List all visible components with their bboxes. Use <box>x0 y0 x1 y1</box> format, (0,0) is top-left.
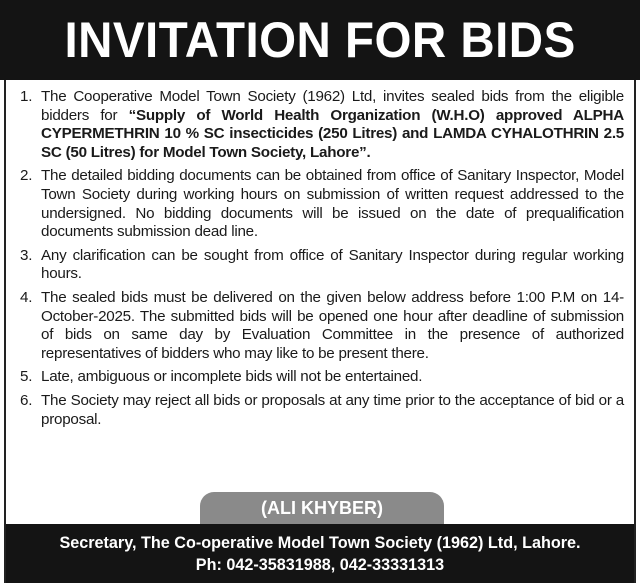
item-number: 5. <box>20 368 33 386</box>
footer-banner <box>6 524 634 583</box>
title-banner <box>0 0 640 80</box>
item-number: 2. <box>20 167 33 185</box>
item-number: 3. <box>20 246 33 264</box>
signer-name: (ALI KHYBER) <box>200 492 444 524</box>
notice-item-3 <box>20 247 624 284</box>
item-text: The sealed bids must be delivered on the given below address before 1:00 P.M on 14-October-2025. The submitted bids will be opened one hour after deadline of submission of bids on same day by Evaluation Committee in the presence of authorized representatives of bidders who may like to be present there. <box>41 288 624 362</box>
footer-designation: Secretary, The Co-operative Model Town Society (1962) Ltd, Lahore. <box>59 533 581 552</box>
notice-item-1 <box>20 88 624 162</box>
item-text-bold: “Supply of World Health Organization (W.H.O) approved ALPHA CYPERMETHRIN 10 % SC insecticides (250 Litres) and LAMDA CYHALOTHRIN 2.5 SC (50 Litres) for Model Town Society, Lahore”. <box>41 106 624 161</box>
notice-items <box>20 88 624 434</box>
item-text-plain: The Cooperative Model Town Society (1962) Ltd, invites sealed bids from the eligible bidders for <box>41 88 624 124</box>
item-number: 6. <box>20 391 33 409</box>
page-title: INVITATION FOR BIDS <box>64 12 576 68</box>
item-text: The Society may reject all bids or proposals at any time prior to the acceptance of bid or a proposal. <box>41 391 624 428</box>
item-text: Late, ambiguous or incomplete bids will not be entertained. <box>41 368 423 386</box>
notice-item-5 <box>20 368 624 387</box>
item-number: 4. <box>20 288 33 306</box>
item-text: The detailed bidding documents can be obtained from office of Sanitary Inspector, Model Town Society during working hours on submission of written request addressed to the undersigned. No bidding documents will be issued on the date of prequalification documents submission dead line. <box>41 167 624 241</box>
footer-phone: Ph: 042-35831988, 042-33331313 <box>195 555 445 574</box>
item-text <box>41 88 624 162</box>
item-number: 1. <box>20 88 33 105</box>
notice-item-2 <box>20 167 624 241</box>
notice-item-6 <box>20 392 624 429</box>
item-text: Any clarification can be sought from office of Sanitary Inspector during regular working hours. <box>41 246 624 283</box>
notice-item-4 <box>20 289 624 363</box>
